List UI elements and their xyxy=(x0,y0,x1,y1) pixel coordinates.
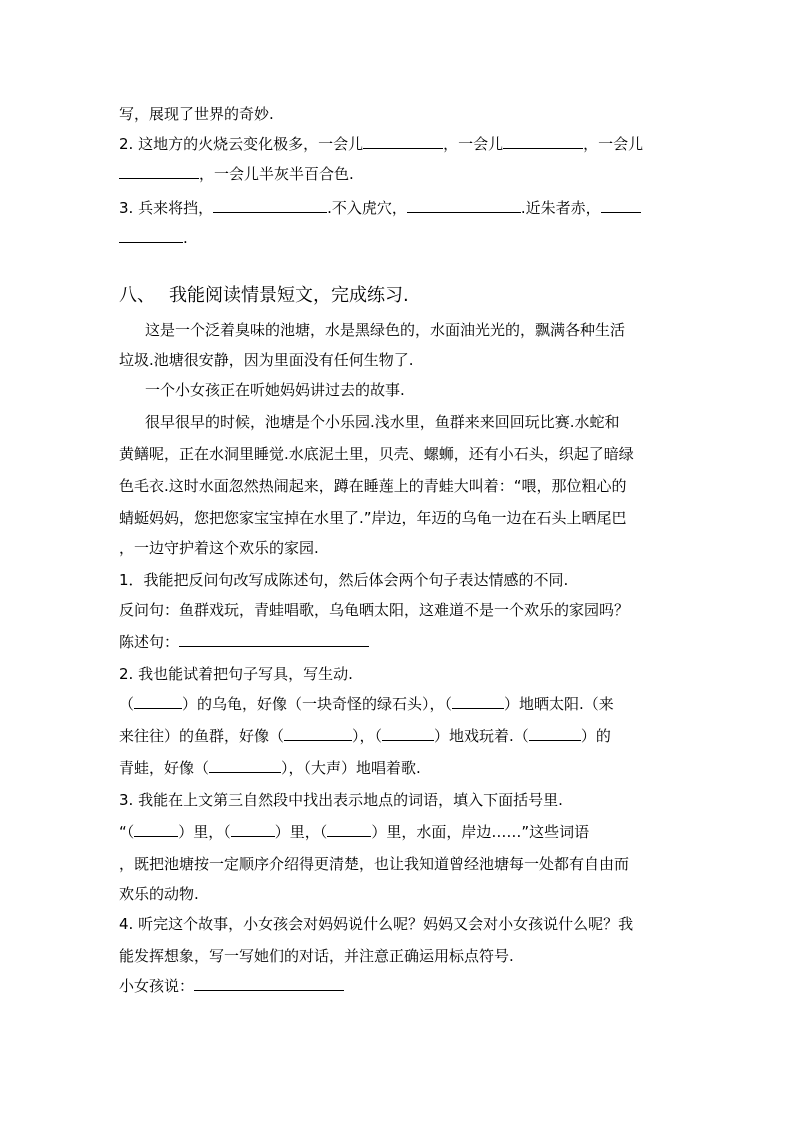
passage-line: 一个小女孩正在听她妈妈讲过去的故事. xyxy=(145,381,405,399)
passage-line: 蜻蜓妈妈，您把您家宝宝掉在水里了.”岸边，年迈的乌龟一边在石头上晒尾巴 xyxy=(119,509,627,527)
passage-line: 垃圾.池塘很安静，因为里面没有任何生物了. xyxy=(119,351,414,369)
blank-line[interactable] xyxy=(134,822,178,837)
girl-says-answer: 小女孩说： xyxy=(119,976,344,996)
blank-line[interactable] xyxy=(119,228,183,243)
fill-in-question-2: 2. 这地方的火烧云变化极多，一会儿 ，一会儿 ，一会儿 xyxy=(119,135,644,153)
question-2-line: （ ）的乌龟，好像（一块奇怪的绿石头），（ ）地晒太阳.（来 xyxy=(119,695,614,713)
passage-line: 这是一个泛着臭味的池塘，水是黑绿色的，水面油光光的，飘满各种生活 xyxy=(145,321,626,339)
blank-line[interactable] xyxy=(327,822,371,837)
fill-in-question-2-cont: ，一会儿半灰半百合色. xyxy=(119,164,354,184)
blank-line[interactable] xyxy=(284,726,352,741)
question-4-line: 能发挥想象，写一写她们的对话，并注意正确运用标点符号. xyxy=(119,947,514,965)
blank-line[interactable] xyxy=(213,198,327,213)
section-title: 我能阅读情景短文，完成练习. xyxy=(169,285,409,306)
passage-line: ，一边守护着这个欢乐的家园. xyxy=(119,539,319,557)
question-3-line: ，既把池塘按一定顺序介绍得更清楚，也让我知道曾经池塘每一处都有自由而 xyxy=(119,855,630,873)
question-3-title: 3. 我能在上文第三自然段中找出表示地点的词语，填入下面括号里. xyxy=(119,791,563,809)
blank-line[interactable] xyxy=(407,198,521,213)
blank-line[interactable] xyxy=(134,694,182,709)
question-2-line: 青蛙，好像（ ），（大声）地唱着歌. xyxy=(119,759,421,777)
blank-line[interactable] xyxy=(363,134,443,149)
question-2-line: 来往往）的鱼群，好像（ ），（ ）地戏玩着.（ ）的 xyxy=(119,727,611,745)
fill-in-question-3-cont: . xyxy=(119,228,188,248)
section-heading xyxy=(119,284,409,308)
question-4-line: 4. 听完这个故事，小女孩会对妈妈说什么呢？妈妈又会对小女孩说什么呢？我 xyxy=(119,915,634,933)
question-2-title: 2. 我也能试着把句子写具，写生动. xyxy=(119,665,353,683)
fill-in-question-3: 3. 兵来将挡， .不入虎穴， .近朱者赤， xyxy=(119,198,641,218)
answer-blank[interactable] xyxy=(179,632,369,647)
blank-line[interactable] xyxy=(601,198,641,213)
question-3-line: 欢乐的动物. xyxy=(119,885,199,903)
blank-line[interactable] xyxy=(452,694,504,709)
passage-line: 色毛衣.这时水面忽然热闹起来，蹲在睡莲上的青蛙大叫着：“喂，那位粗心的 xyxy=(119,477,627,495)
rhetorical-question: 反问句：鱼群戏玩，青蛙唱歌，乌龟晒太阳，这难道不是一个欢乐的家园吗？ xyxy=(119,601,630,619)
passage-line: 很早很早的时候，池塘是个小乐园.浅水里，鱼群来来回回玩比赛.水蛇和 xyxy=(145,413,620,431)
blank-line[interactable] xyxy=(503,134,583,149)
section-number: 八、 xyxy=(119,285,155,306)
passage-line: 黄鳝呢，正在水洞里睡觉.水底泥土里，贝壳、螺蛳，还有小石头，织起了暗绿 xyxy=(119,445,634,463)
blank-line[interactable] xyxy=(119,164,199,179)
blank-line[interactable] xyxy=(209,758,281,773)
question-3-line: “（ ）里，（ ）里，（ ）里，水面，岸边……”这些词语 xyxy=(119,823,590,841)
text-line: 写，展现了世界的奇妙. xyxy=(119,105,274,123)
blank-line[interactable] xyxy=(382,726,434,741)
blank-line[interactable] xyxy=(529,726,581,741)
answer-blank[interactable] xyxy=(194,976,344,991)
blank-line[interactable] xyxy=(231,822,275,837)
question-1-title: 1．我能把反问句改写成陈述句，然后体会两个句子表达情感的不同. xyxy=(119,571,569,589)
statement-answer: 陈述句： xyxy=(119,632,369,652)
